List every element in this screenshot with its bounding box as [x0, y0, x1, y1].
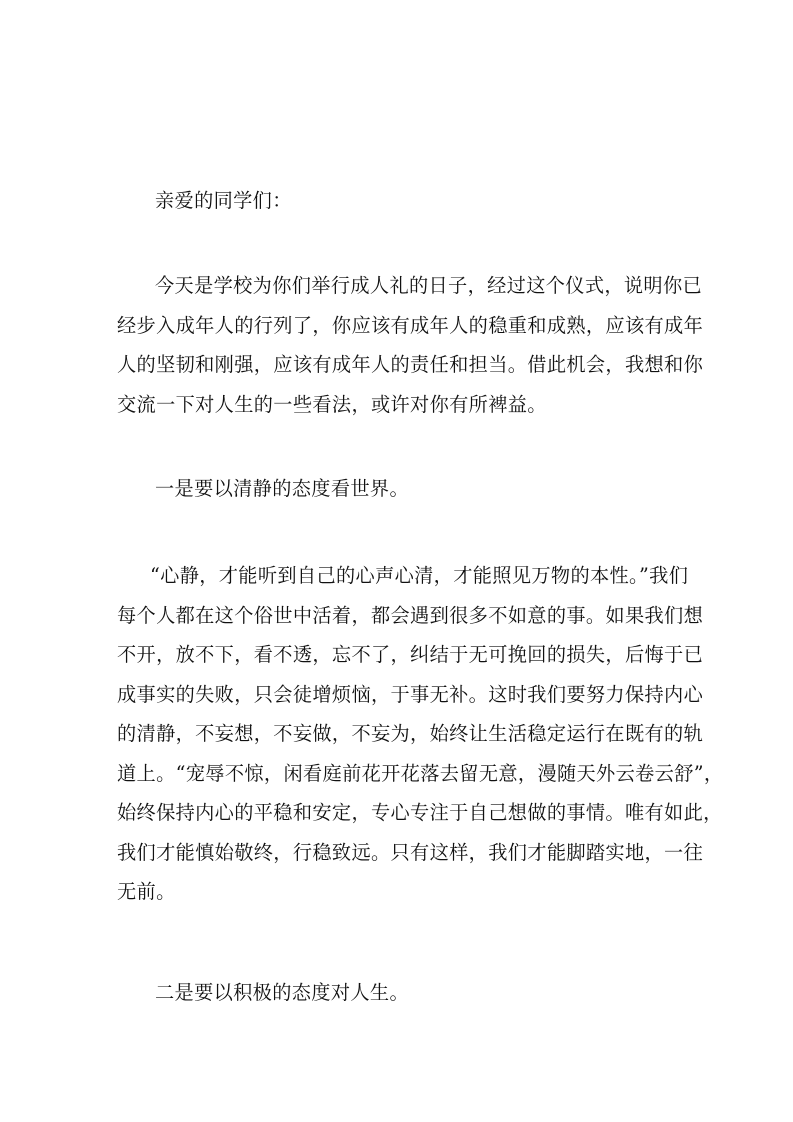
paragraph-line: 道上。“宠辱不惊，闲看庭前花开花落去留无意，漫随天外云卷云舒”， [117, 762, 724, 785]
paragraph-line: 交流一下对人生的一些看法，或许对你有所裨益。 [117, 393, 547, 416]
paragraph-line: 我们才能慎始敬终，行稳致远。只有这样，我们才能脚踏实地，一往 [117, 841, 704, 864]
paragraph-line: 今天是学校为你们举行成人礼的日子，经过这个仪式，说明你已 [155, 274, 703, 297]
paragraph-line: 无前。 [117, 880, 176, 903]
paragraph-line: 每个人都在这个俗世中活着，都会遇到很多不如意的事。如果我们想 [117, 604, 704, 627]
paragraph-line: 不开，放不下，看不透，忘不了，纠结于无可挽回的损失，后悔于已 [117, 643, 704, 666]
paragraph-line: 成事实的失败，只会徒增烦恼，于事无补。这时我们要努力保持内心 [117, 683, 704, 706]
paragraph-line: 人的坚韧和刚强，应该有成年人的责任和担当。借此机会，我想和你 [117, 353, 704, 376]
paragraph-line: 经步入成年人的行列了，你应该有成年人的稳重和成熟，应该有成年 [117, 314, 704, 337]
section-heading-2: 二是要以积极的态度对人生。 [155, 981, 409, 1004]
paragraph-line: “心静，才能听到自己的心声心清，才能照见万物的本性。”我们 [150, 564, 689, 587]
paragraph-line: 始终保持内心的平稳和安定，专心专注于自己想做的事情。唯有如此， [117, 801, 723, 824]
salutation: 亲爱的同学们： [155, 189, 292, 212]
paragraph-line: 的清静，不妄想，不妄做，不妄为，始终让生活稳定运行在既有的轨 [117, 722, 704, 745]
section-heading-1: 一是要以清静的态度看世界。 [155, 477, 409, 500]
